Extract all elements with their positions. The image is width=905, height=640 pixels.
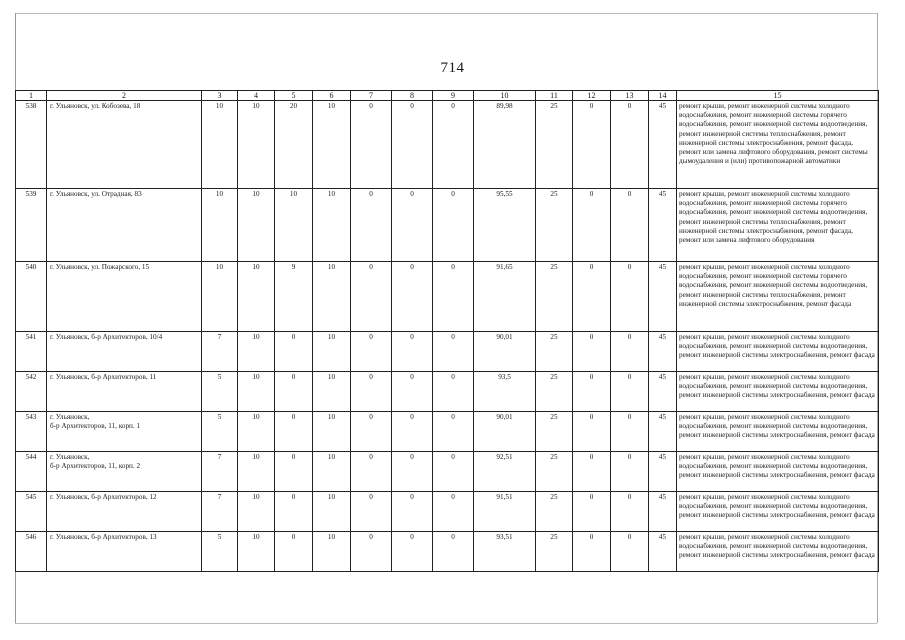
works-cell: ремонт крыши, ремонт инженерной системы холодного водоснабжения, ремонт инженерной системы водоотведения, ремонт инженерной системы электроснабжения, ремонт фасада [677,412,879,452]
col12-cell: 0 [573,412,611,452]
col11-cell: 25 [536,189,573,262]
col9-cell: 0 [433,332,474,372]
col8-cell: 0 [392,412,433,452]
column-header-14: 14 [649,91,677,101]
col10-cell: 91,51 [474,492,536,532]
col6-cell: 10 [313,492,351,532]
col6-cell: 10 [313,372,351,412]
col9-cell: 0 [433,372,474,412]
row-number: 544 [16,452,47,492]
column-header-7: 7 [351,91,392,101]
column-header-12: 12 [573,91,611,101]
col7-cell: 0 [351,372,392,412]
col9-cell: 0 [433,262,474,332]
col5-cell: 9 [275,262,313,332]
col14-cell: 45 [649,452,677,492]
col14-cell: 45 [649,492,677,532]
col11-cell: 25 [536,372,573,412]
col10-cell: 95,55 [474,189,536,262]
col10-cell: 90,01 [474,412,536,452]
col12-cell: 0 [573,189,611,262]
col4-cell: 10 [238,101,275,189]
address-cell: г. Ульяновск, ул. Отрадная, 83 [47,189,202,262]
col3-cell: 5 [202,412,238,452]
col14-cell: 45 [649,372,677,412]
column-header-10: 10 [474,91,536,101]
col13-cell: 0 [611,101,649,189]
col8-cell: 0 [392,492,433,532]
address-cell: г. Ульяновск, ул. Кобозева, 18 [47,101,202,189]
col11-cell: 25 [536,412,573,452]
col14-cell: 45 [649,189,677,262]
col9-cell: 0 [433,492,474,532]
works-cell: ремонт крыши, ремонт инженерной системы холодного водоснабжения, ремонт инженерной системы водоотведения, ремонт инженерной системы электроснабжения, ремонт фасада [677,532,879,572]
col4-cell: 10 [238,492,275,532]
works-cell: ремонт крыши, ремонт инженерной системы холодного водоснабжения, ремонт инженерной системы водоотведения, ремонт инженерной системы электроснабжения, ремонт фасада [677,492,879,532]
repair-program-table [15,90,879,572]
col6-cell: 10 [313,262,351,332]
row-number: 540 [16,262,47,332]
col5-cell: 0 [275,452,313,492]
col14-cell: 45 [649,532,677,572]
col13-cell: 0 [611,532,649,572]
table-row [16,372,879,412]
col14-cell: 45 [649,412,677,452]
col13-cell: 0 [611,412,649,452]
col13-cell: 0 [611,189,649,262]
table-row [16,452,879,492]
col12-cell: 0 [573,262,611,332]
col11-cell: 25 [536,332,573,372]
row-number: 539 [16,189,47,262]
col8-cell: 0 [392,532,433,572]
col13-cell: 0 [611,332,649,372]
col3-cell: 5 [202,372,238,412]
col10-cell: 93,51 [474,532,536,572]
col8-cell: 0 [392,262,433,332]
column-header-13: 13 [611,91,649,101]
col8-cell: 0 [392,189,433,262]
address-cell: г. Ульяновск, б-р Архитекторов, 10/4 [47,332,202,372]
column-header-5: 5 [275,91,313,101]
col9-cell: 0 [433,189,474,262]
table-row [16,189,879,262]
col3-cell: 10 [202,101,238,189]
col7-cell: 0 [351,332,392,372]
col7-cell: 0 [351,262,392,332]
column-header-9: 9 [433,91,474,101]
col13-cell: 0 [611,372,649,412]
col10-cell: 91,65 [474,262,536,332]
col6-cell: 10 [313,101,351,189]
page-number: 714 [440,60,465,76]
col6-cell: 10 [313,532,351,572]
col6-cell: 10 [313,332,351,372]
col5-cell: 0 [275,492,313,532]
column-header-11: 11 [536,91,573,101]
col10-cell: 89,98 [474,101,536,189]
column-header-3: 3 [202,91,238,101]
col10-cell: 90,01 [474,332,536,372]
table-row [16,101,879,189]
col14-cell: 45 [649,332,677,372]
col12-cell: 0 [573,332,611,372]
col9-cell: 0 [433,412,474,452]
column-header-8: 8 [392,91,433,101]
col12-cell: 0 [573,492,611,532]
table-row [16,332,879,372]
address-cell: г. Ульяновск, б-р Архитекторов, 11 [47,372,202,412]
col8-cell: 0 [392,332,433,372]
col4-cell: 10 [238,412,275,452]
col12-cell: 0 [573,101,611,189]
works-cell: ремонт крыши, ремонт инженерной системы холодного водоснабжения, ремонт инженерной системы водоотведения, ремонт инженерной системы электроснабжения, ремонт фасада [677,452,879,492]
column-header-6: 6 [313,91,351,101]
col12-cell: 0 [573,372,611,412]
col11-cell: 25 [536,492,573,532]
col6-cell: 10 [313,189,351,262]
col11-cell: 25 [536,532,573,572]
col12-cell: 0 [573,452,611,492]
row-number: 543 [16,412,47,452]
col10-cell: 92,51 [474,452,536,492]
repair-program-table-wrap [15,90,877,572]
col11-cell: 25 [536,452,573,492]
col4-cell: 10 [238,532,275,572]
address-cell: г. Ульяновск, б-р Архитекторов, 13 [47,532,202,572]
col11-cell: 25 [536,101,573,189]
col12-cell: 0 [573,532,611,572]
col5-cell: 0 [275,332,313,372]
row-number: 541 [16,332,47,372]
col3-cell: 10 [202,189,238,262]
col4-cell: 10 [238,332,275,372]
col7-cell: 0 [351,492,392,532]
table-row [16,262,879,332]
column-header-1: 1 [16,91,47,101]
col7-cell: 0 [351,189,392,262]
column-header-2: 2 [47,91,202,101]
col13-cell: 0 [611,492,649,532]
col13-cell: 0 [611,452,649,492]
table-row [16,532,879,572]
col7-cell: 0 [351,532,392,572]
col8-cell: 0 [392,101,433,189]
col5-cell: 0 [275,412,313,452]
col8-cell: 0 [392,452,433,492]
col7-cell: 0 [351,412,392,452]
table-row [16,412,879,452]
row-number: 546 [16,532,47,572]
col6-cell: 10 [313,412,351,452]
address-cell: г. Ульяновск, б-р Архитекторов, 11, корп. 1 [47,412,202,452]
col3-cell: 7 [202,452,238,492]
header-row [16,91,879,101]
table-header [16,91,879,101]
column-header-4: 4 [238,91,275,101]
col9-cell: 0 [433,532,474,572]
row-number: 538 [16,101,47,189]
col5-cell: 0 [275,372,313,412]
page-frame-bottom [15,623,877,624]
address-cell: г. Ульяновск, б-р Архитекторов, 11, корп. 2 [47,452,202,492]
works-cell: ремонт крыши, ремонт инженерной системы холодного водоснабжения, ремонт инженерной системы водоотведения, ремонт инженерной системы электроснабжения, ремонт фасада [677,372,879,412]
col8-cell: 0 [392,372,433,412]
page-frame-top [15,13,877,14]
works-cell: ремонт крыши, ремонт инженерной системы холодного водоснабжения, ремонт инженерной системы водоотведения, ремонт инженерной системы электроснабжения, ремонт фасада [677,332,879,372]
row-number: 545 [16,492,47,532]
works-cell: ремонт крыши, ремонт инженерной системы холодного водоснабжения, ремонт инженерной системы горячего водоснабжения, ремонт инженерной системы водоотведения, ремонт инженерной системы теплоснабжения, ремонт инженерной системы электроснабжения, ремонт фасада [677,262,879,332]
col7-cell: 0 [351,452,392,492]
col11-cell: 25 [536,262,573,332]
col14-cell: 45 [649,101,677,189]
works-cell: ремонт крыши, ремонт инженерной системы холодного водоснабжения, ремонт инженерной системы горячего водоснабжения, ремонт инженерной системы водоотведения, ремонт инженерной системы теплоснабжения, ремонт инженерной системы электроснабжения, ремонт фасада, ремонт или замена лифтового оборудования [677,189,879,262]
col3-cell: 7 [202,492,238,532]
col13-cell: 0 [611,262,649,332]
col4-cell: 10 [238,452,275,492]
col14-cell: 45 [649,262,677,332]
col4-cell: 10 [238,262,275,332]
col3-cell: 7 [202,332,238,372]
col9-cell: 0 [433,452,474,492]
col6-cell: 10 [313,452,351,492]
col7-cell: 0 [351,101,392,189]
col4-cell: 10 [238,189,275,262]
col5-cell: 0 [275,532,313,572]
col4-cell: 10 [238,372,275,412]
col3-cell: 5 [202,532,238,572]
col5-cell: 20 [275,101,313,189]
col5-cell: 10 [275,189,313,262]
address-cell: г. Ульяновск, б-р Архитекторов, 12 [47,492,202,532]
address-cell: г. Ульяновск, ул. Пожарского, 15 [47,262,202,332]
col9-cell: 0 [433,101,474,189]
works-cell: ремонт крыши, ремонт инженерной системы холодного водоснабжения, ремонт инженерной системы горячего водоснабжения, ремонт инженерной системы водоотведения, ремонт инженерной системы теплоснабжения, ремонт инженерной системы электроснабжения, ремонт фасада, ремонт или замена лифтового оборудования, ремонт системы дымоудаления и (или) противопожарной автоматики [677,101,879,189]
table-row [16,492,879,532]
column-header-15: 15 [677,91,879,101]
col10-cell: 93,5 [474,372,536,412]
col3-cell: 10 [202,262,238,332]
table-body [16,101,879,572]
row-number: 542 [16,372,47,412]
